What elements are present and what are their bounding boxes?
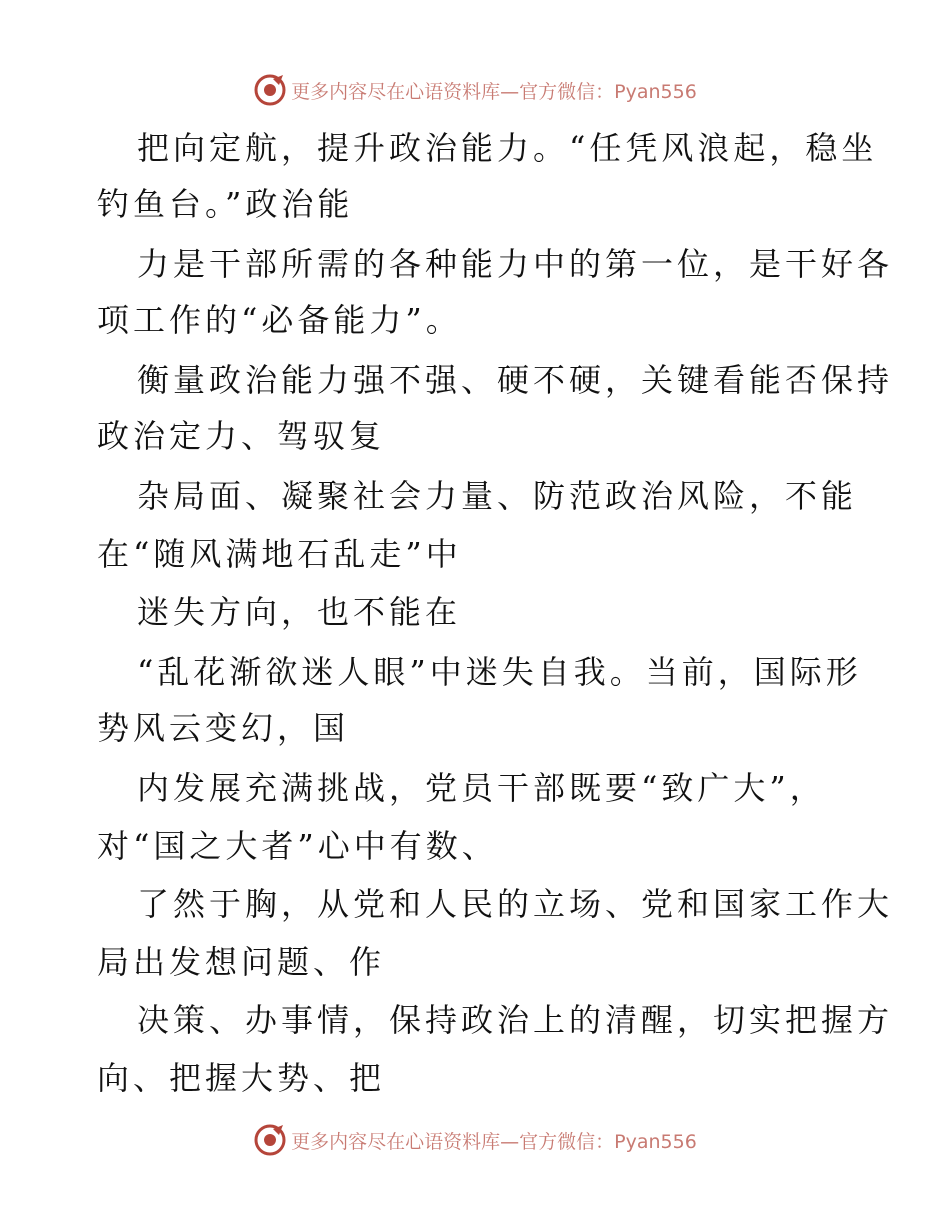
text-line: 杂局面、凝聚社会力量、防范政治风险，不能 bbox=[137, 477, 858, 515]
brand-logo-icon bbox=[253, 1123, 287, 1157]
text-line: 了然于胸，从党和人民的立场、党和国家工作大 bbox=[137, 885, 894, 923]
text-line: 衡量政治能力强不强、硬不硬，关键看能否保持 bbox=[137, 361, 894, 399]
text-line: 迷失方向，也不能在 bbox=[137, 593, 462, 631]
text-line: 决策、办事情，保持政治上的清醒，切实把握方 bbox=[137, 1001, 894, 1039]
text-line: 对“国之大者”心中有数、 bbox=[97, 827, 498, 865]
text-line: 在“随风满地石乱走”中 bbox=[97, 535, 462, 573]
text-line: 向、把握大势、把 bbox=[97, 1059, 386, 1097]
text-line: 钓鱼台。”政治能 bbox=[97, 185, 354, 223]
footer-banner-text: 更多内容尽在心语资料库—官方微信：Pyan556 bbox=[291, 1130, 697, 1153]
header-banner-text: 更多内容尽在心语资料库—官方微信：Pyan556 bbox=[291, 80, 697, 103]
text-line: 局出发想问题、作 bbox=[97, 943, 386, 981]
text-line: 项工作的“必备能力”。 bbox=[97, 301, 462, 339]
text-line: 内发展充满挑战，党员干部既要“致广大”， bbox=[137, 769, 826, 807]
text-line: “乱花渐欲迷人眼”中迷失自我。当前，国际形 bbox=[137, 653, 862, 691]
footer-banner bbox=[0, 1120, 950, 1160]
text-line: 力是干部所需的各种能力中的第一位，是干好各 bbox=[137, 245, 894, 283]
text-line: 政治定力、驾驭复 bbox=[97, 417, 386, 455]
text-line: 势风云变幻，国 bbox=[97, 709, 350, 747]
text-line: 把向定航，提升政治能力。“任凭风浪起，稳坐 bbox=[137, 129, 878, 167]
